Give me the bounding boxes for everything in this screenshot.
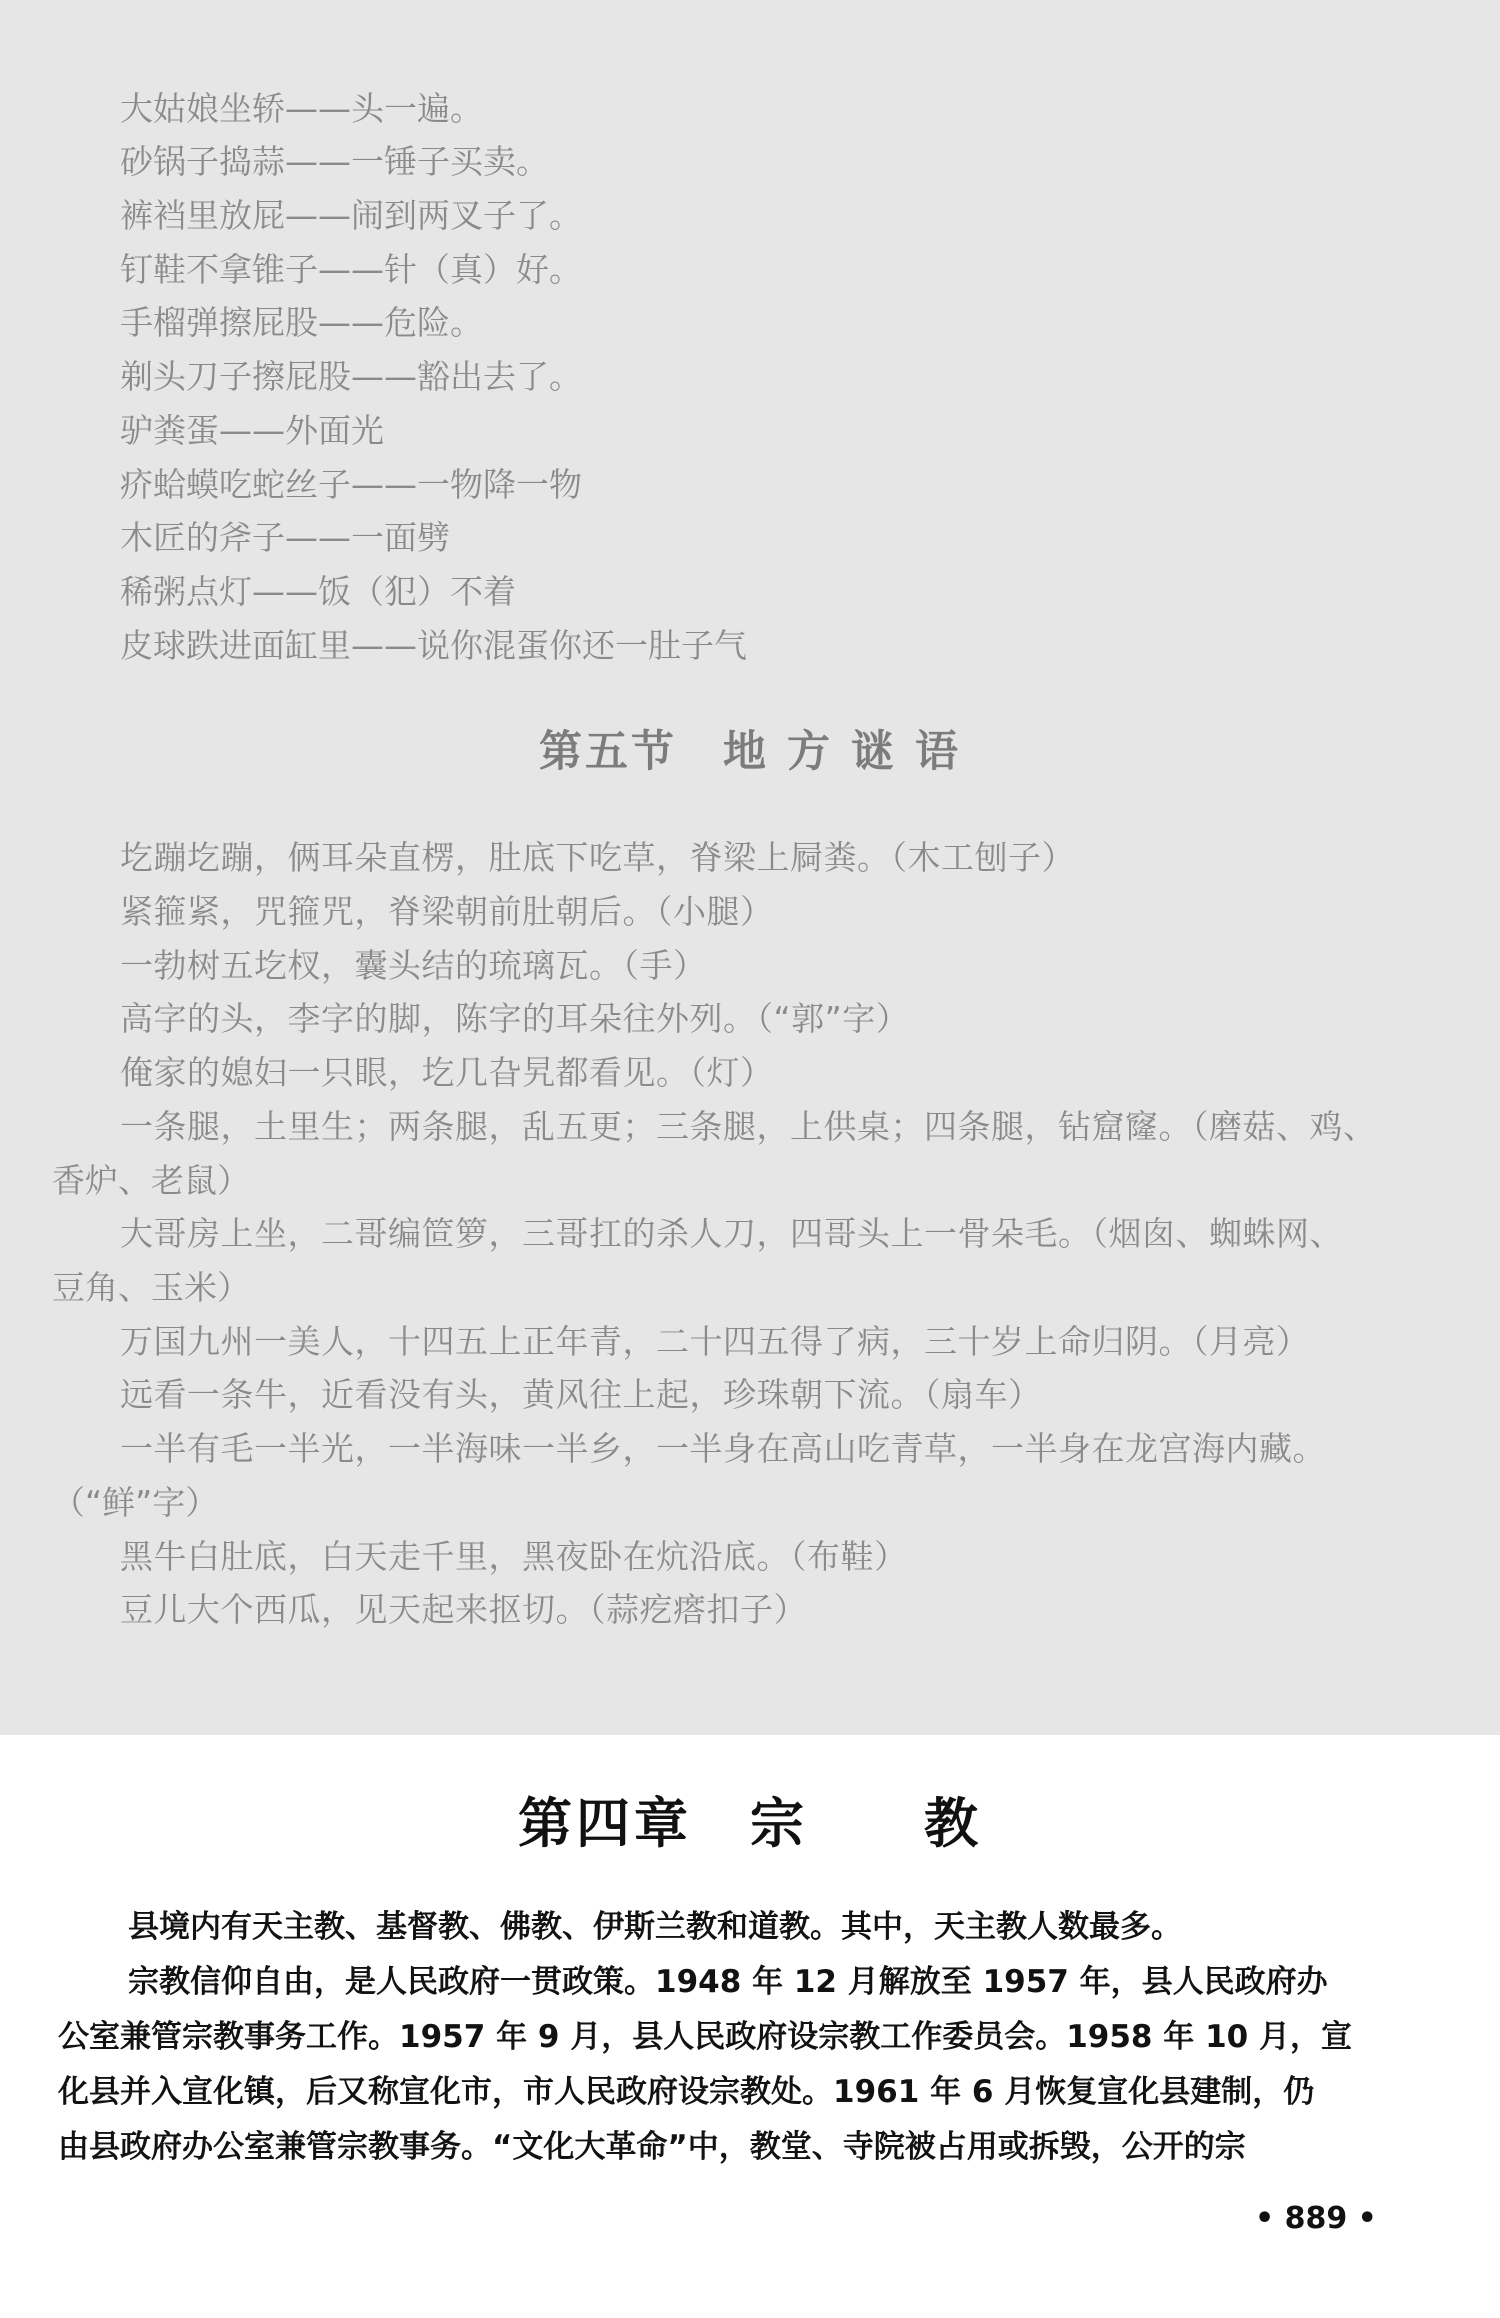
riddle-line: 圪蹦圪蹦，俩耳朵直楞，肚底下吃草，脊梁上屙粪。（木工刨子） — [120, 838, 1075, 877]
xiehouyu-line: 木匠的斧子——一面劈 — [120, 518, 450, 557]
riddle-line: 远看一条牛，近看没有头，黄风往上起，珍珠朝下流。（扇车） — [120, 1375, 1042, 1414]
body-paragraph-line: 公室兼管宗教事务工作。1957 年 9 月，县人民政府设宗教工作委员会。1958 年 10 月，宣 — [58, 2019, 1353, 2055]
body-paragraph-line: 由县政府办公室兼管宗教事务。“文化大革命”中，教堂、寺院被占用或拆毁，公开的宗 — [58, 2129, 1246, 2165]
xiehouyu-line: 砂锅子捣蒜——一锤子买卖。 — [120, 142, 549, 181]
xiehouyu-line: 皮球跌进面缸里——说你混蛋你还一肚子气 — [120, 626, 747, 665]
section-title: 第五节 地 方 谜 语 — [539, 727, 961, 777]
riddle-line: 一半有毛一半光，一半海味一半乡，一半身在高山吃青草，一半身在龙宫海内藏。 — [120, 1429, 1326, 1468]
riddle-line: 香炉、老鼠） — [52, 1161, 250, 1200]
riddle-line: 万国九州一美人，十四五上正年青，二十四五得了病，三十岁上命归阴。（月亮） — [120, 1322, 1310, 1361]
xiehouyu-line: 裤裆里放屁——闹到两叉子了。 — [120, 196, 582, 235]
riddle-line: 豆儿大个西瓜，见天起来抠切。（蒜疙瘩扣子） — [120, 1590, 807, 1629]
riddle-line: 一勃树五圪杈，囊头结的琉璃瓦。（手） — [120, 946, 707, 985]
riddle-line: 黑牛白肚底，白天走千里，黑夜卧在炕沿底。（布鞋） — [120, 1537, 908, 1576]
xiehouyu-line: 大姑娘坐轿——头一遍。 — [120, 89, 483, 128]
riddle-line: 紧箍紧，咒箍咒，脊梁朝前肚朝后。（小腿） — [120, 892, 774, 931]
body-paragraph-line: 宗教信仰自由，是人民政府一贯政策。1948 年 12 月解放至 1957 年，县人民政府办 — [128, 1964, 1328, 2000]
xiehouyu-line: 疥蛤蟆吃蛇丝子——一物降一物 — [120, 465, 582, 504]
chapter-title: 第四章 宗 教 — [518, 1792, 982, 1855]
riddle-line: 高字的头，李字的脚，陈字的耳朵往外列。（“郭”字） — [120, 999, 910, 1038]
xiehouyu-line: 剃头刀子擦屁股——豁出去了。 — [120, 357, 582, 396]
riddle-line: （“鲜”字） — [52, 1483, 219, 1522]
xiehouyu-line: 驴粪蛋——外面光 — [120, 411, 384, 450]
body-paragraph-line: 县境内有天主教、基督教、佛教、伊斯兰教和道教。其中，天主教人数最多。 — [128, 1909, 1182, 1945]
xiehouyu-line: 手榴弹擦屁股——危险。 — [120, 303, 483, 342]
xiehouyu-line: 稀粥点灯——饭（犯）不着 — [120, 572, 516, 611]
riddle-line: 一条腿，土里生；两条腿，乱五更；三条腿，上供桌；四条腿，钻窟窿。（磨菇、鸡、 — [120, 1107, 1377, 1146]
xiehouyu-line: 钉鞋不拿锥子——针（真）好。 — [120, 250, 582, 289]
page-number: • 889 • — [1255, 2201, 1377, 2236]
riddle-line: 豆角、玉米） — [52, 1268, 250, 1307]
body-paragraph-line: 化县并入宣化镇，后又称宣化市，市人民政府设宗教处。1961 年 6 月恢复宣化县建制，仍 — [58, 2074, 1315, 2110]
riddle-line: 大哥房上坐，二哥编笸箩，三哥扛的杀人刀，四哥头上一骨朵毛。（烟囱、蜘蛛网、 — [120, 1214, 1343, 1253]
riddle-line: 俺家的媳妇一只眼，圪几旮旯都看见。（灯） — [120, 1053, 774, 1092]
